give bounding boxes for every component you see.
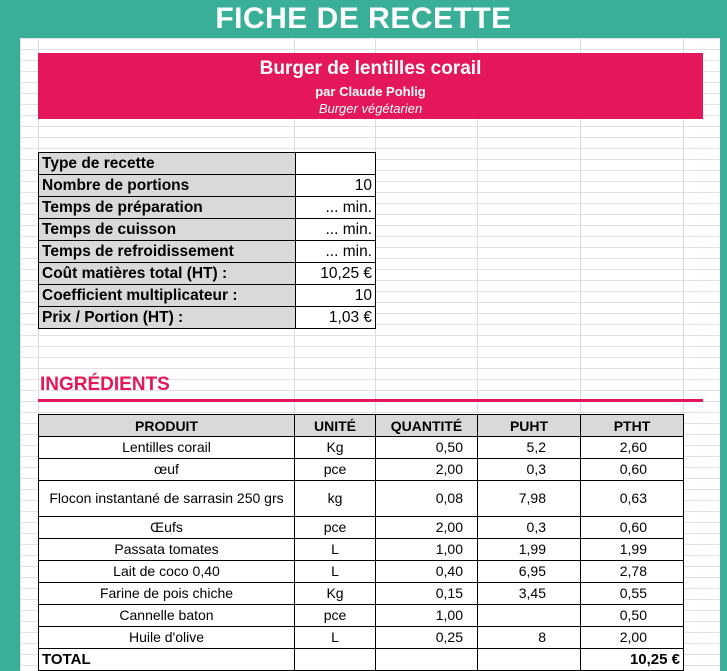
info-row [39, 219, 376, 241]
cell-produit[interactable]: Flocon instantané de sarrasin 250 grs [39, 481, 295, 517]
info-value[interactable]: ... min. [296, 241, 376, 263]
column-header: PUHT [478, 415, 581, 437]
cell-quantite[interactable]: 2,00 [376, 459, 478, 481]
info-label: Nombre de portions [39, 175, 296, 197]
cell-unite[interactable]: Kg [295, 583, 376, 605]
cell-quantite[interactable]: 1,00 [376, 539, 478, 561]
info-label: Coefficient multiplicateur : [39, 285, 296, 307]
cell-unite[interactable]: L [295, 627, 376, 649]
total-label: TOTAL [39, 649, 295, 671]
cell-produit[interactable]: Farine de pois chiche [39, 583, 295, 605]
cell-ptht[interactable]: 2,78 [581, 561, 684, 583]
cell-produit[interactable]: œuf [39, 459, 295, 481]
recipe-author: par Claude Pohlig [315, 84, 426, 99]
cell-unite[interactable]: Kg [295, 437, 376, 459]
info-value[interactable]: 10,25 € [296, 263, 376, 285]
cell-empty[interactable] [376, 649, 478, 671]
info-row [39, 263, 376, 285]
cell-unite[interactable]: L [295, 561, 376, 583]
cell-quantite[interactable]: 0,40 [376, 561, 478, 583]
info-label: Prix / Portion (HT) : [39, 307, 296, 329]
cell-ptht[interactable]: 1,99 [581, 539, 684, 561]
table-row [39, 539, 684, 561]
info-label: Type de recette [39, 153, 296, 175]
cell-puht[interactable]: 7,98 [478, 481, 581, 517]
cell-puht[interactable]: 6,95 [478, 561, 581, 583]
cell-produit[interactable]: Lait de coco 0,40 [39, 561, 295, 583]
cell-unite[interactable]: pce [295, 459, 376, 481]
info-value[interactable]: ... min. [296, 197, 376, 219]
cell-unite[interactable]: pce [295, 605, 376, 627]
info-row [39, 285, 376, 307]
cell-produit[interactable]: Passata tomates [39, 539, 295, 561]
column-header: QUANTITÉ [376, 415, 478, 437]
cell-puht[interactable]: 5,2 [478, 437, 581, 459]
cell-empty[interactable] [478, 649, 581, 671]
table-row [39, 605, 684, 627]
info-label: Temps de préparation [39, 197, 296, 219]
recipe-banner [38, 53, 703, 119]
table-row [39, 437, 684, 459]
total-row [39, 649, 684, 671]
cell-empty[interactable] [295, 649, 376, 671]
cell-produit[interactable]: Œufs [39, 517, 295, 539]
info-row [39, 175, 376, 197]
recipe-info-table [38, 152, 376, 329]
cell-ptht[interactable]: 2,60 [581, 437, 684, 459]
cell-produit[interactable]: Cannelle baton [39, 605, 295, 627]
ingredients-table [38, 414, 684, 671]
cell-puht[interactable]: 8 [478, 627, 581, 649]
ingredients-title: INGRÉDIENTS [40, 374, 170, 395]
info-label: Temps de cuisson [39, 219, 296, 241]
table-row [39, 459, 684, 481]
cell-puht[interactable]: 1,99 [478, 539, 581, 561]
info-label: Coût matières total (HT) : [39, 263, 296, 285]
cell-quantite[interactable]: 1,00 [376, 605, 478, 627]
info-row [39, 241, 376, 263]
column-header: PTHT [581, 415, 684, 437]
cell-puht[interactable] [478, 605, 581, 627]
section-divider [38, 399, 703, 402]
cell-puht[interactable]: 0,3 [478, 459, 581, 481]
table-row [39, 583, 684, 605]
total-value[interactable]: 10,25 € [581, 649, 684, 671]
cell-quantite[interactable]: 0,08 [376, 481, 478, 517]
cell-ptht[interactable]: 0,63 [581, 481, 684, 517]
cell-ptht[interactable]: 0,60 [581, 459, 684, 481]
info-value[interactable] [296, 153, 376, 175]
table-row [39, 517, 684, 539]
info-value[interactable]: 1,03 € [296, 307, 376, 329]
cell-puht[interactable]: 0,3 [478, 517, 581, 539]
column-header: PRODUIT [39, 415, 295, 437]
cell-ptht[interactable]: 0,55 [581, 583, 684, 605]
cell-quantite[interactable]: 2,00 [376, 517, 478, 539]
table-header-row [39, 415, 684, 437]
cell-unite[interactable]: pce [295, 517, 376, 539]
cell-ptht[interactable]: 0,50 [581, 605, 684, 627]
spreadsheet [20, 38, 720, 671]
table-row [39, 481, 684, 517]
info-row [39, 307, 376, 329]
info-row [39, 197, 376, 219]
cell-ptht[interactable]: 2,00 [581, 627, 684, 649]
cell-produit[interactable]: Huile d'olive [39, 627, 295, 649]
cell-quantite[interactable]: 0,25 [376, 627, 478, 649]
cell-unite[interactable]: kg [295, 481, 376, 517]
cell-quantite[interactable]: 0,15 [376, 583, 478, 605]
cell-quantite[interactable]: 0,50 [376, 437, 478, 459]
info-row [39, 153, 376, 175]
info-label: Temps de refroidissement [39, 241, 296, 263]
info-value[interactable]: ... min. [296, 219, 376, 241]
table-row [39, 561, 684, 583]
cell-puht[interactable]: 3,45 [478, 583, 581, 605]
cell-unite[interactable]: L [295, 539, 376, 561]
column-header: UNITÉ [295, 415, 376, 437]
recipe-name: Burger de lentilles corail [259, 58, 482, 79]
info-value[interactable]: 10 [296, 175, 376, 197]
cell-produit[interactable]: Lentilles corail [39, 437, 295, 459]
info-value[interactable]: 10 [296, 285, 376, 307]
table-row [39, 627, 684, 649]
page-title: FICHE DE RECETTE [215, 2, 512, 35]
recipe-category: Burger végétarien [318, 101, 423, 116]
cell-ptht[interactable]: 0,60 [581, 517, 684, 539]
